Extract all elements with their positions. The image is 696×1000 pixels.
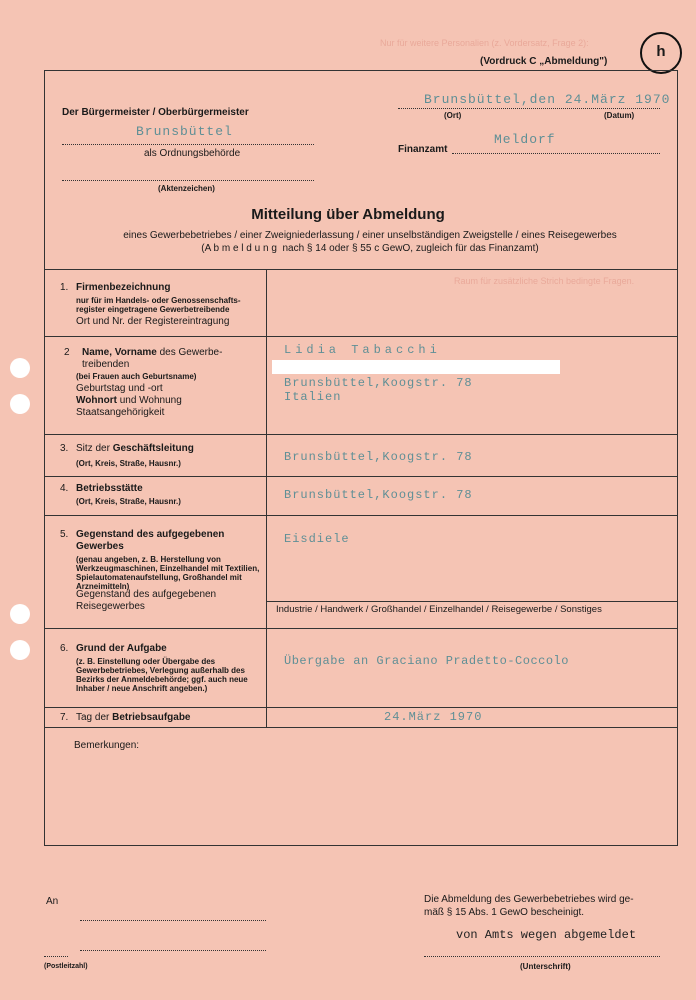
- row-5-title: Gegenstand des aufgegebenen Gewerbes: [76, 529, 225, 552]
- row-5-category-line-text: Industrie / Handwerk / Großhandel / Einzelhandel / Reisegewerbe / Sonstiges: [276, 604, 602, 615]
- row-3-title: Geschäftsleitung: [112, 443, 194, 454]
- row-2-nationality-value: Italien: [284, 390, 342, 404]
- row-7-title-wrap: [76, 712, 191, 724]
- row-2-number: 2: [64, 347, 70, 358]
- file-number-line: [62, 180, 314, 181]
- row-line-6: [44, 707, 678, 708]
- row-6-number: 6.: [60, 643, 69, 654]
- row-line-4: [44, 515, 678, 516]
- row-5-value: Eisdiele: [284, 532, 350, 546]
- row-7-title-pre: Tag der: [76, 712, 113, 723]
- row-1-title: Firmenbezeichnung: [76, 282, 171, 293]
- row-6-note: (z. B. Einstellung oder Übergabe des Gewerbebetriebes, Verlegung außerhalb des Bezirks der Anmeldebehörde; ggf. auch neue Inhaber / neue Anschrift angeben.): [76, 657, 248, 693]
- row-2-note: (bei Frauen auch Geburtsname): [76, 372, 197, 381]
- row-3-title-pre: Sitz der: [76, 443, 113, 454]
- punch-hole-3: [10, 604, 30, 624]
- faded-top-text: Nur für weitere Personalien (z. Vordersatz, Frage 2):: [380, 38, 589, 48]
- row-line-5: [44, 628, 678, 629]
- row-5-note: (genau angeben, z. B. Herstellung von Werkzeugmaschinen, Einzelhandel mit Textilien, Spielautomatenaufstellung, Großhandel mit Arzneimitteln): [76, 555, 260, 591]
- row-5-number: 5.: [60, 529, 69, 540]
- authority-line: [62, 144, 314, 145]
- punch-hole-4: [10, 640, 30, 660]
- remarks-label: Bemerkungen:: [74, 740, 140, 751]
- row-2-birth: Geburtstag und -ort: [76, 383, 163, 394]
- footer-postal-line: [44, 956, 68, 957]
- row-line-2: [44, 434, 678, 435]
- row-7-title: Betriebsaufgabe: [112, 712, 191, 723]
- place-date-line: [398, 108, 660, 109]
- row-2-title: Name, Vorname: [82, 347, 157, 358]
- row-5-extra: Gegenstand des aufgegebenen Reisegewerbes: [76, 589, 217, 612]
- row-2-title-wrap: [82, 347, 262, 371]
- table-top-line: [44, 269, 678, 270]
- row-4-value: Brunsbüttel,Koogstr. 78: [284, 488, 473, 502]
- footer-signature-line: [424, 956, 660, 957]
- row-6-value: Übergabe an Graciano Pradetto-Coccolo: [284, 654, 569, 668]
- row-2-residence: [76, 395, 182, 407]
- footer-to-label: An: [46, 896, 59, 907]
- row-3-title-wrap: [76, 443, 194, 455]
- row-line-7: [44, 727, 678, 728]
- row-4-number: 4.: [60, 483, 69, 494]
- form-title: Mitteilung über Abmeldung: [251, 206, 445, 223]
- footer-signature-value: von Amts wegen abgemeldet: [456, 928, 637, 942]
- row-3-number: 3.: [60, 443, 69, 454]
- form-subtitle-2: (A b m e l d u n g nach § 14 oder § 55 c GewO, zugleich für das Finanzamt): [201, 243, 539, 254]
- authority-caption: als Ordnungsbehörde: [144, 148, 241, 159]
- footer-address-line-2: [80, 950, 266, 951]
- footer-address-line-1: [80, 920, 266, 921]
- footer-signature-caption: (Unterschrift): [520, 962, 571, 971]
- punch-hole-2: [10, 394, 30, 414]
- footer-postal-caption: (Postleitzahl): [44, 963, 88, 970]
- row-line-3: [44, 476, 678, 477]
- authority-label: [62, 107, 249, 118]
- tax-office-label: Finanzamt: [398, 144, 448, 155]
- row-5-category-line: [266, 601, 678, 602]
- row-1-extra: Ort und Nr. der Registereintragung: [76, 316, 230, 327]
- row-1-note: nur für im Handels- oder Genossenschafts-register eingetragene Gewerbetreibende: [76, 296, 241, 314]
- row-4-note: (Ort, Kreis, Straße, Hausnr.): [76, 497, 181, 506]
- table-divider: [266, 269, 267, 727]
- row-2-redaction: [272, 360, 560, 374]
- place-date-value: Brunsbüttel,den 24.März 1970: [424, 92, 671, 107]
- row-7-value: 24.März 1970: [384, 710, 483, 724]
- row-3-value: Brunsbüttel,Koogstr. 78: [284, 450, 473, 464]
- form-subtitle-1: eines Gewerbebetriebes / einer Zweigniederlassung / einer unselbständigen Zweigstelle / eines Reisegewerbes: [123, 230, 617, 241]
- date-caption: (Datum): [604, 111, 635, 120]
- form-name: (Vordruck C „Abmeldung"): [480, 56, 608, 67]
- row-1-number: 1.: [60, 282, 69, 293]
- row-4-title: Betriebsstätte: [76, 483, 143, 494]
- row-6-title: Grund der Aufgabe: [76, 643, 167, 654]
- form-code-badge: h: [640, 32, 682, 74]
- place-caption: (Ort): [444, 111, 462, 120]
- punch-hole-1: [10, 358, 30, 378]
- authority-value: Brunsbüttel: [136, 124, 233, 139]
- row-3-note: (Ort, Kreis, Straße, Hausnr.): [76, 459, 181, 468]
- row-2-address-value: Brunsbüttel,Koogstr. 78: [284, 376, 473, 390]
- tax-office-line: [452, 153, 660, 154]
- footer-certify-line-2: mäß § 15 Abs. 1 GewO bescheinigt.: [424, 907, 585, 918]
- authority-label-text: Der Bürgermeister / Oberbürgermeister: [62, 107, 249, 118]
- faded-right-text: Raum für zusätzliche Strich bedingte Fragen.: [454, 276, 635, 286]
- row-2-residence-bold: Wohnort: [76, 395, 117, 406]
- row-line-1: [44, 336, 678, 337]
- row-7-number: 7.: [60, 712, 69, 723]
- row-2-residence-rest: und Wohnung: [116, 395, 182, 406]
- file-number-caption: (Aktenzeichen): [158, 184, 215, 193]
- footer-certify-line-1: Die Abmeldung des Gewerbebetriebes wird ge-: [424, 894, 634, 905]
- tax-office-value: Meldorf: [494, 132, 556, 147]
- row-2-nationality: Staatsangehörigkeit: [76, 407, 165, 418]
- row-2-name-value: Lidia Tabacchi: [284, 343, 441, 357]
- row-2-title-rest: des Gewerbe- treibenden: [82, 347, 223, 370]
